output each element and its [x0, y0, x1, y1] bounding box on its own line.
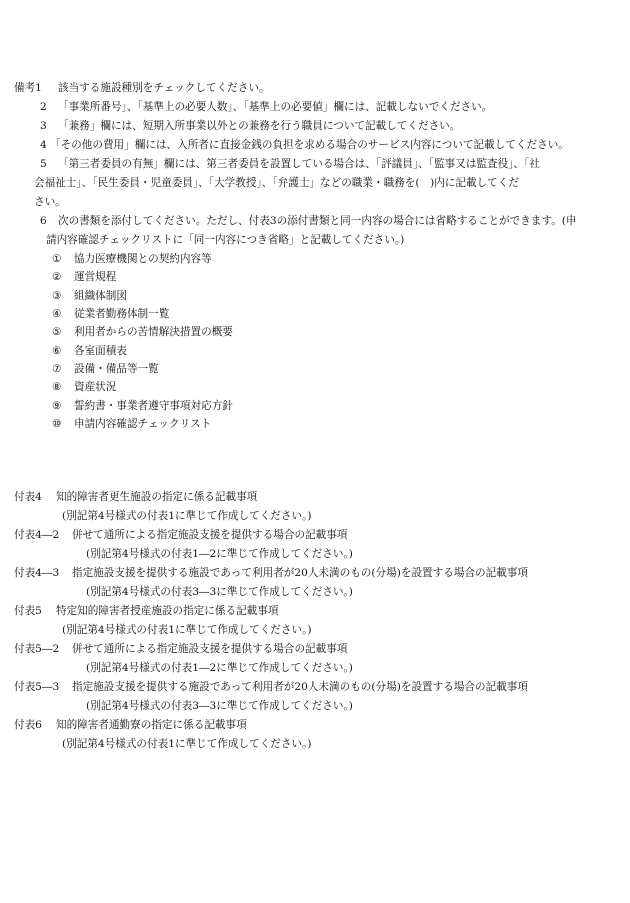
attachment-item — [52, 397, 233, 416]
attachment-item — [52, 268, 116, 287]
appendix-title-line — [14, 678, 528, 697]
appendix-label: 付表5―3 — [14, 681, 60, 693]
attachment-item — [52, 250, 212, 269]
note-5-number: 5 — [40, 158, 47, 170]
note-6-line-1 — [40, 212, 577, 231]
attachment-number: ④ — [52, 308, 62, 320]
note-2 — [40, 98, 492, 117]
appendix-label: 付表4―3 — [14, 567, 60, 579]
appendix-subtitle: (別記第4号様式の付表1―2に準じて作成してください。) — [86, 662, 353, 674]
appendix-subtitle: (別記第4号様式の付表1に準じて作成してください。) — [62, 738, 312, 750]
attachment-number: ⑧ — [52, 381, 62, 393]
appendix-subtitle: (別記第4号様式の付表1に準じて作成してください。) — [62, 624, 312, 636]
note-2-text: 「事業所番号」、「基準上の必要人数」、「基準上の必要値」欄には、記載しないでください。 — [58, 101, 493, 113]
note-6-text-2: 請内容確認チェックリストに「同一内容につき省略」と記載してください。) — [46, 234, 405, 246]
attachment-number: ① — [52, 253, 62, 265]
note-5-text-1: 「第三者委員の有無」欄には、第三者委員を設置している場合は、「評議員」、「監事又は監査役」、「社 — [58, 158, 540, 170]
attachment-number: ⑩ — [52, 418, 62, 430]
attachment-item — [52, 415, 211, 434]
note-6-number: 6 — [40, 215, 47, 227]
note-3-number: 3 — [40, 120, 47, 132]
attachment-number: ⑥ — [52, 345, 62, 357]
attachment-number: ⑤ — [52, 326, 62, 338]
note-1-label: 備考1 — [14, 82, 42, 94]
attachment-item — [52, 323, 233, 342]
appendix-subtitle: (別記第4号様式の付表3―3に準じて作成してください。) — [86, 700, 353, 712]
appendix-title-line — [14, 716, 247, 735]
appendix-subtitle: (別記第4号様式の付表3―3に準じて作成してください。) — [86, 586, 353, 598]
attachment-text: 従業者勤務体制一覧 — [74, 308, 170, 320]
appendix-title: 知的障害者通勤寮の指定に係る記載事項 — [56, 719, 247, 731]
attachment-text: 協力医療機関との契約内容等 — [74, 253, 212, 265]
appendix-label: 付表5―2 — [14, 643, 60, 655]
appendix-title: 指定施設支援を提供する施設であって利用者が20人未満のもの(分場)を設置する場合の記載事項 — [72, 567, 528, 579]
note-5-line-2 — [34, 174, 519, 193]
appendix-title: 知的障害者更生施設の指定に係る記載事項 — [56, 491, 258, 503]
note-6-line-2 — [46, 231, 404, 250]
appendix-title: 指定施設支援を提供する施設であって利用者が20人未満のもの(分場)を設置する場合の記載事項 — [72, 681, 528, 693]
note-6-text-1: 次の書類を添付してください。ただし、付表3の添付書類と同一内容の場合には省略することができます。(申 — [58, 215, 577, 227]
appendix-label: 付表4 — [14, 491, 42, 503]
appendix-label: 付表4―2 — [14, 529, 60, 541]
note-2-number: 2 — [40, 101, 47, 113]
note-4-text: 「その他の費用」欄には、入所者に直接金銭の負担を求める場合のサービス内容について記載してください。 — [50, 139, 569, 151]
attachment-number: ⑦ — [52, 363, 62, 375]
note-5-text-3: さい。 — [34, 196, 66, 208]
appendix-title: 併せて通所による指定施設支援を提供する場合の記載事項 — [72, 643, 348, 655]
attachment-item — [52, 305, 169, 324]
attachment-item — [52, 287, 127, 306]
attachment-item — [52, 360, 159, 379]
attachment-number: ⑨ — [52, 400, 62, 412]
appendix-title-line — [14, 526, 347, 545]
attachment-text: 設備・備品等一覧 — [74, 363, 159, 375]
attachment-item — [52, 378, 116, 397]
note-1 — [14, 79, 270, 98]
attachment-text: 運営規程 — [74, 271, 117, 283]
appendix-title-line — [14, 564, 528, 583]
appendix-title-line — [14, 488, 257, 507]
attachment-text: 組織体制図 — [74, 290, 127, 302]
attachment-item — [52, 342, 127, 361]
attachment-number: ② — [52, 271, 62, 283]
note-3-text: 「兼務」欄には、短期入所事業以外との兼務を行う職員について記載してください。 — [58, 120, 461, 132]
appendix-title: 併せて通所による指定施設支援を提供する場合の記載事項 — [72, 529, 348, 541]
appendix-label: 付表6 — [14, 719, 42, 731]
note-5-line-1 — [40, 155, 540, 174]
note-4-number: 4 — [40, 139, 47, 151]
appendix-subtitle: (別記第4号様式の付表1―2に準じて作成してください。) — [86, 548, 353, 560]
note-5-line-3 — [34, 193, 66, 212]
attachment-text: 利用者からの苦情解決措置の概要 — [74, 326, 233, 338]
note-4 — [40, 136, 569, 155]
attachment-text: 申請内容確認チェックリスト — [74, 418, 212, 430]
appendix-subtitle: (別記第4号様式の付表1に準じて作成してください。) — [62, 510, 312, 522]
attachment-number: ③ — [52, 290, 62, 302]
appendix-label: 付表5 — [14, 605, 42, 617]
attachment-text: 各室面積表 — [74, 345, 127, 357]
appendix-title: 特定知的障害者授産施設の指定に係る記載事項 — [56, 605, 279, 617]
appendix-title-line — [14, 640, 347, 659]
note-5-text-2: 会福祉士」、「民生委員・児童委員」、「大学教授」、「弁護士」などの職業・職務を( )内に記載してくだ — [34, 177, 519, 189]
attachment-text: 資産状況 — [74, 381, 117, 393]
note-1-text: 該当する施設種別をチェックしてください。 — [58, 82, 270, 94]
attachment-text: 誓約書・事業者遵守事項対応方針 — [74, 400, 233, 412]
note-3 — [40, 117, 460, 136]
appendix-title-line — [14, 602, 278, 621]
